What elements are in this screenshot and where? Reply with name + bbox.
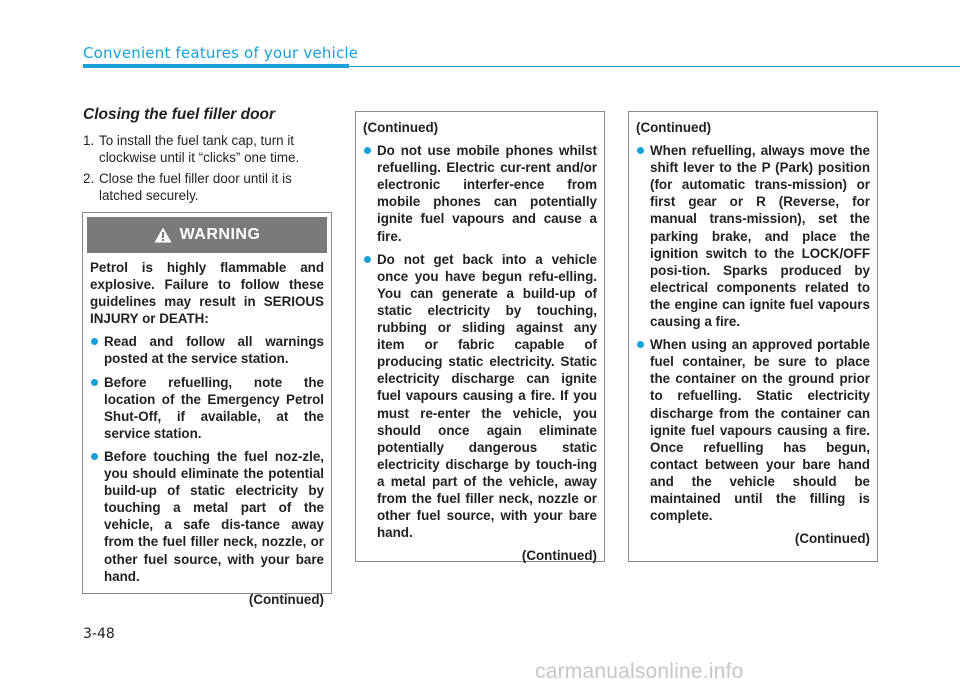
steps-list [83, 132, 335, 204]
warning-bullet: When refuelling, always move the shift lever to the P (Park) position (for automatic trans-mission) or first gear or R (Reverse, for manual trans-mission), set the parking brake, and place the ignition switch to the LOCK/OFF posi-tion. Sparks produced by electrical components related to the engine can ignite fuel vapours causing a fire. [636, 142, 870, 330]
continued-label: (Continued) [636, 120, 712, 135]
header-rule-accent [83, 64, 349, 68]
warning-continued-box [628, 111, 878, 562]
section-title: Convenient features of your vehicle [83, 44, 359, 62]
page-number: 3-48 [83, 626, 115, 642]
continued-label: (Continued) [794, 531, 870, 547]
warning-box [82, 212, 332, 607]
step-item [83, 170, 335, 204]
warning-bullet: Before refuelling, note the location of the Emergency Petrol Shut-Off, if available, at the service station. [90, 374, 324, 442]
header-rule [349, 66, 960, 67]
warning-triangle-icon [154, 227, 172, 243]
continued-label: (Continued) [521, 548, 597, 564]
continued-label: (Continued) [363, 120, 439, 135]
step-number: 2. [83, 171, 95, 186]
warning-label: WARNING [179, 226, 261, 243]
warning-content [90, 259, 324, 608]
instructions-column [83, 106, 335, 208]
warning-header [87, 217, 327, 253]
warning-continued-content [363, 119, 597, 564]
continued-label: (Continued) [248, 591, 324, 607]
warning-continued-box [355, 111, 605, 562]
step-item [83, 132, 335, 166]
warning-bullet: Do not use mobile phones whilst refuelling. Electric cur-rent and/or electronic interfer-ence from mobile phones can potentially ignite fuel vapours and cause a fire. [363, 142, 597, 245]
section-heading: Closing the fuel filler door [83, 106, 276, 123]
warning-bullet: Read and follow all warnings posted at the service station. [90, 333, 324, 367]
step-number: 1. [83, 133, 95, 148]
warning-bullet: Do not get back into a vehicle once you have begun refu-elling. You can generate a build-up of static electricity by touching, rubbing or sliding against any item or fabric capable of producing static electricity. Static electricity discharge can ignite fuel vapours causing a fire. If you must re-enter the vehicle, you should once again eliminate potentially dangerous static electricity discharge by touch-ing a metal part of the vehicle, away from the fuel filler neck, nozzle or other fuel source, with your bare hand. [363, 251, 597, 542]
warning-continued-content [636, 119, 870, 547]
warning-bullet: When using an approved portable fuel container, be sure to place the container on the ground prior to refuelling. Static electricity discharge from the container can ignite fuel vapours causing a fire. Once refuelling has begun, contact between your bare hand and the vehicle should be maintained until the filling is complete. [636, 336, 870, 524]
warning-bullet: Before touching the fuel noz-zle, you should eliminate the potential build-up of static electricity by touching a metal part of the vehicle, a safe dis-tance away from the fuel filler neck, nozzle, or other fuel source, with your bare hand. [90, 448, 324, 585]
warning-intro: Petrol is highly flammable and explosive. Failure to follow these guidelines may result in SERIOUS INJURY or DEATH: [90, 260, 324, 327]
step-text: Close the fuel filler door until it is latched securely. [99, 171, 292, 203]
watermark: carmanualsonline.info [535, 660, 744, 683]
step-text: To install the fuel tank cap, turn it clockwise until it “clicks” one time. [99, 133, 300, 165]
